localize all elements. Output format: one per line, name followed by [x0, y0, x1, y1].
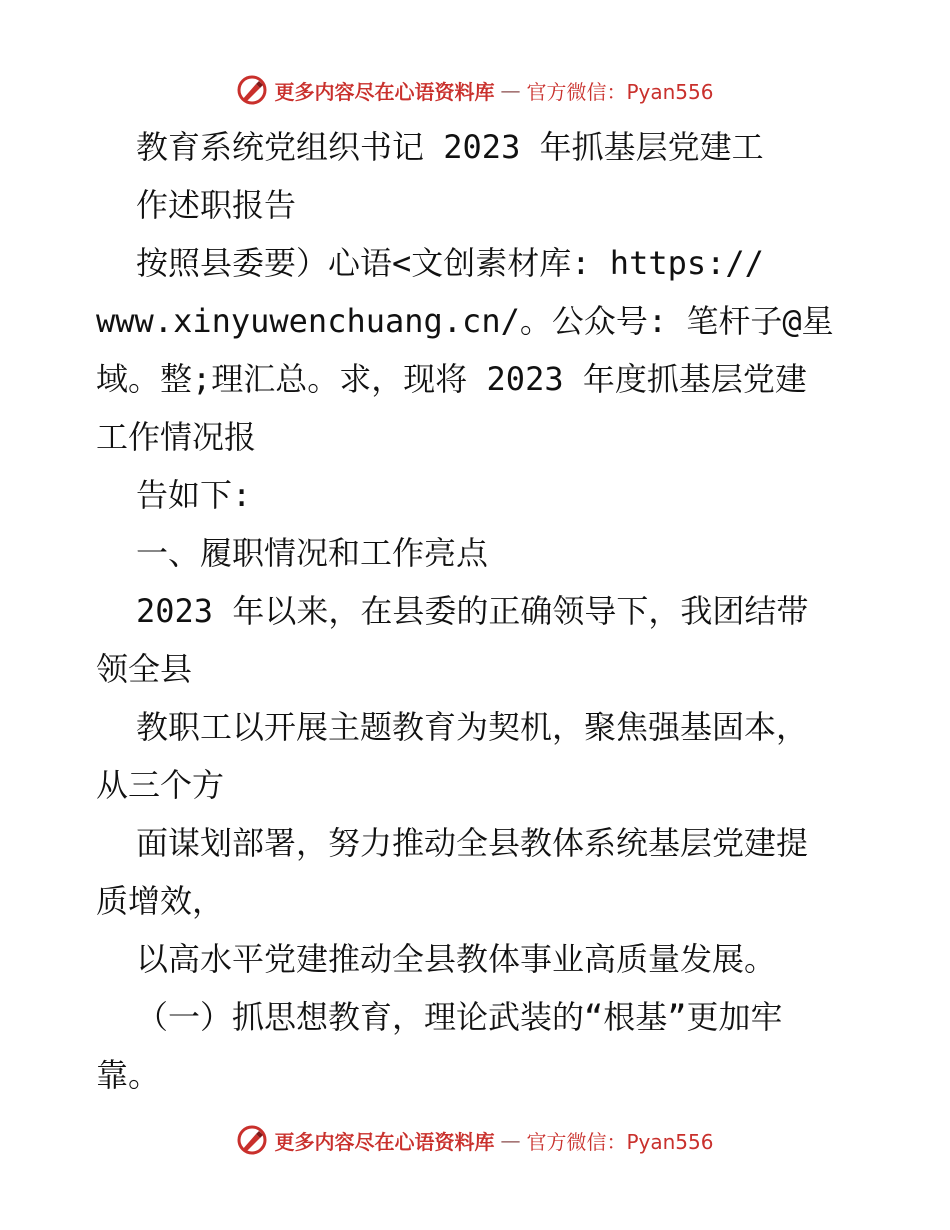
watermark-text: 更多内容尽在心语资料库: [274, 79, 495, 104]
doc-line: 面谋划部署，努力推动全县教体系统基层党建提: [136, 824, 809, 862]
doc-line: 从三个方: [96, 766, 225, 804]
doc-line: 告如下:: [136, 476, 252, 514]
watermark-text: 更多内容尽在心语资料库: [274, 1129, 495, 1154]
doc-line: 领全县: [96, 650, 193, 688]
page-header-watermark: [0, 70, 950, 110]
document-body: [96, 118, 876, 1104]
doc-line: 靠。: [96, 1056, 161, 1094]
doc-line: www.xinyuwenchuang.cn/。公众号: 笔杆子@星: [96, 302, 834, 340]
doc-line: 教育系统党组织书记 2023 年抓基层党建工: [136, 128, 764, 166]
watermark-dash: —: [500, 78, 521, 102]
watermark-dash: —: [500, 1128, 521, 1152]
pen-logo-icon: [236, 74, 268, 106]
pen-logo-icon: [236, 1124, 268, 1156]
doc-line: 2023 年以来，在县委的正确领导下，我团结带: [136, 592, 809, 630]
doc-line: 作述职报告: [136, 186, 297, 224]
doc-line: 工作情况报: [96, 418, 257, 456]
doc-line: 以高水平党建推动全县教体事业高质量发展。: [136, 940, 777, 978]
doc-line: 教职工以开展主题教育为契机，聚焦强基固本，: [136, 708, 809, 746]
watermark-contact: 官方微信：Pyan556: [526, 79, 714, 104]
doc-line: 按照县委要）心语<文创素材库: https://: [136, 244, 764, 282]
doc-line: 质增效，: [96, 882, 225, 920]
section-heading: 一、履职情况和工作亮点: [136, 534, 489, 572]
page-footer-watermark: [0, 1120, 950, 1160]
doc-line: 域。整;理汇总。求，现将 2023 年度抓基层党建: [96, 360, 807, 398]
watermark-contact: 官方微信：Pyan556: [526, 1129, 714, 1154]
subsection-heading: （一）抓思想教育，理论武装的“根基”更加牢: [136, 998, 783, 1036]
